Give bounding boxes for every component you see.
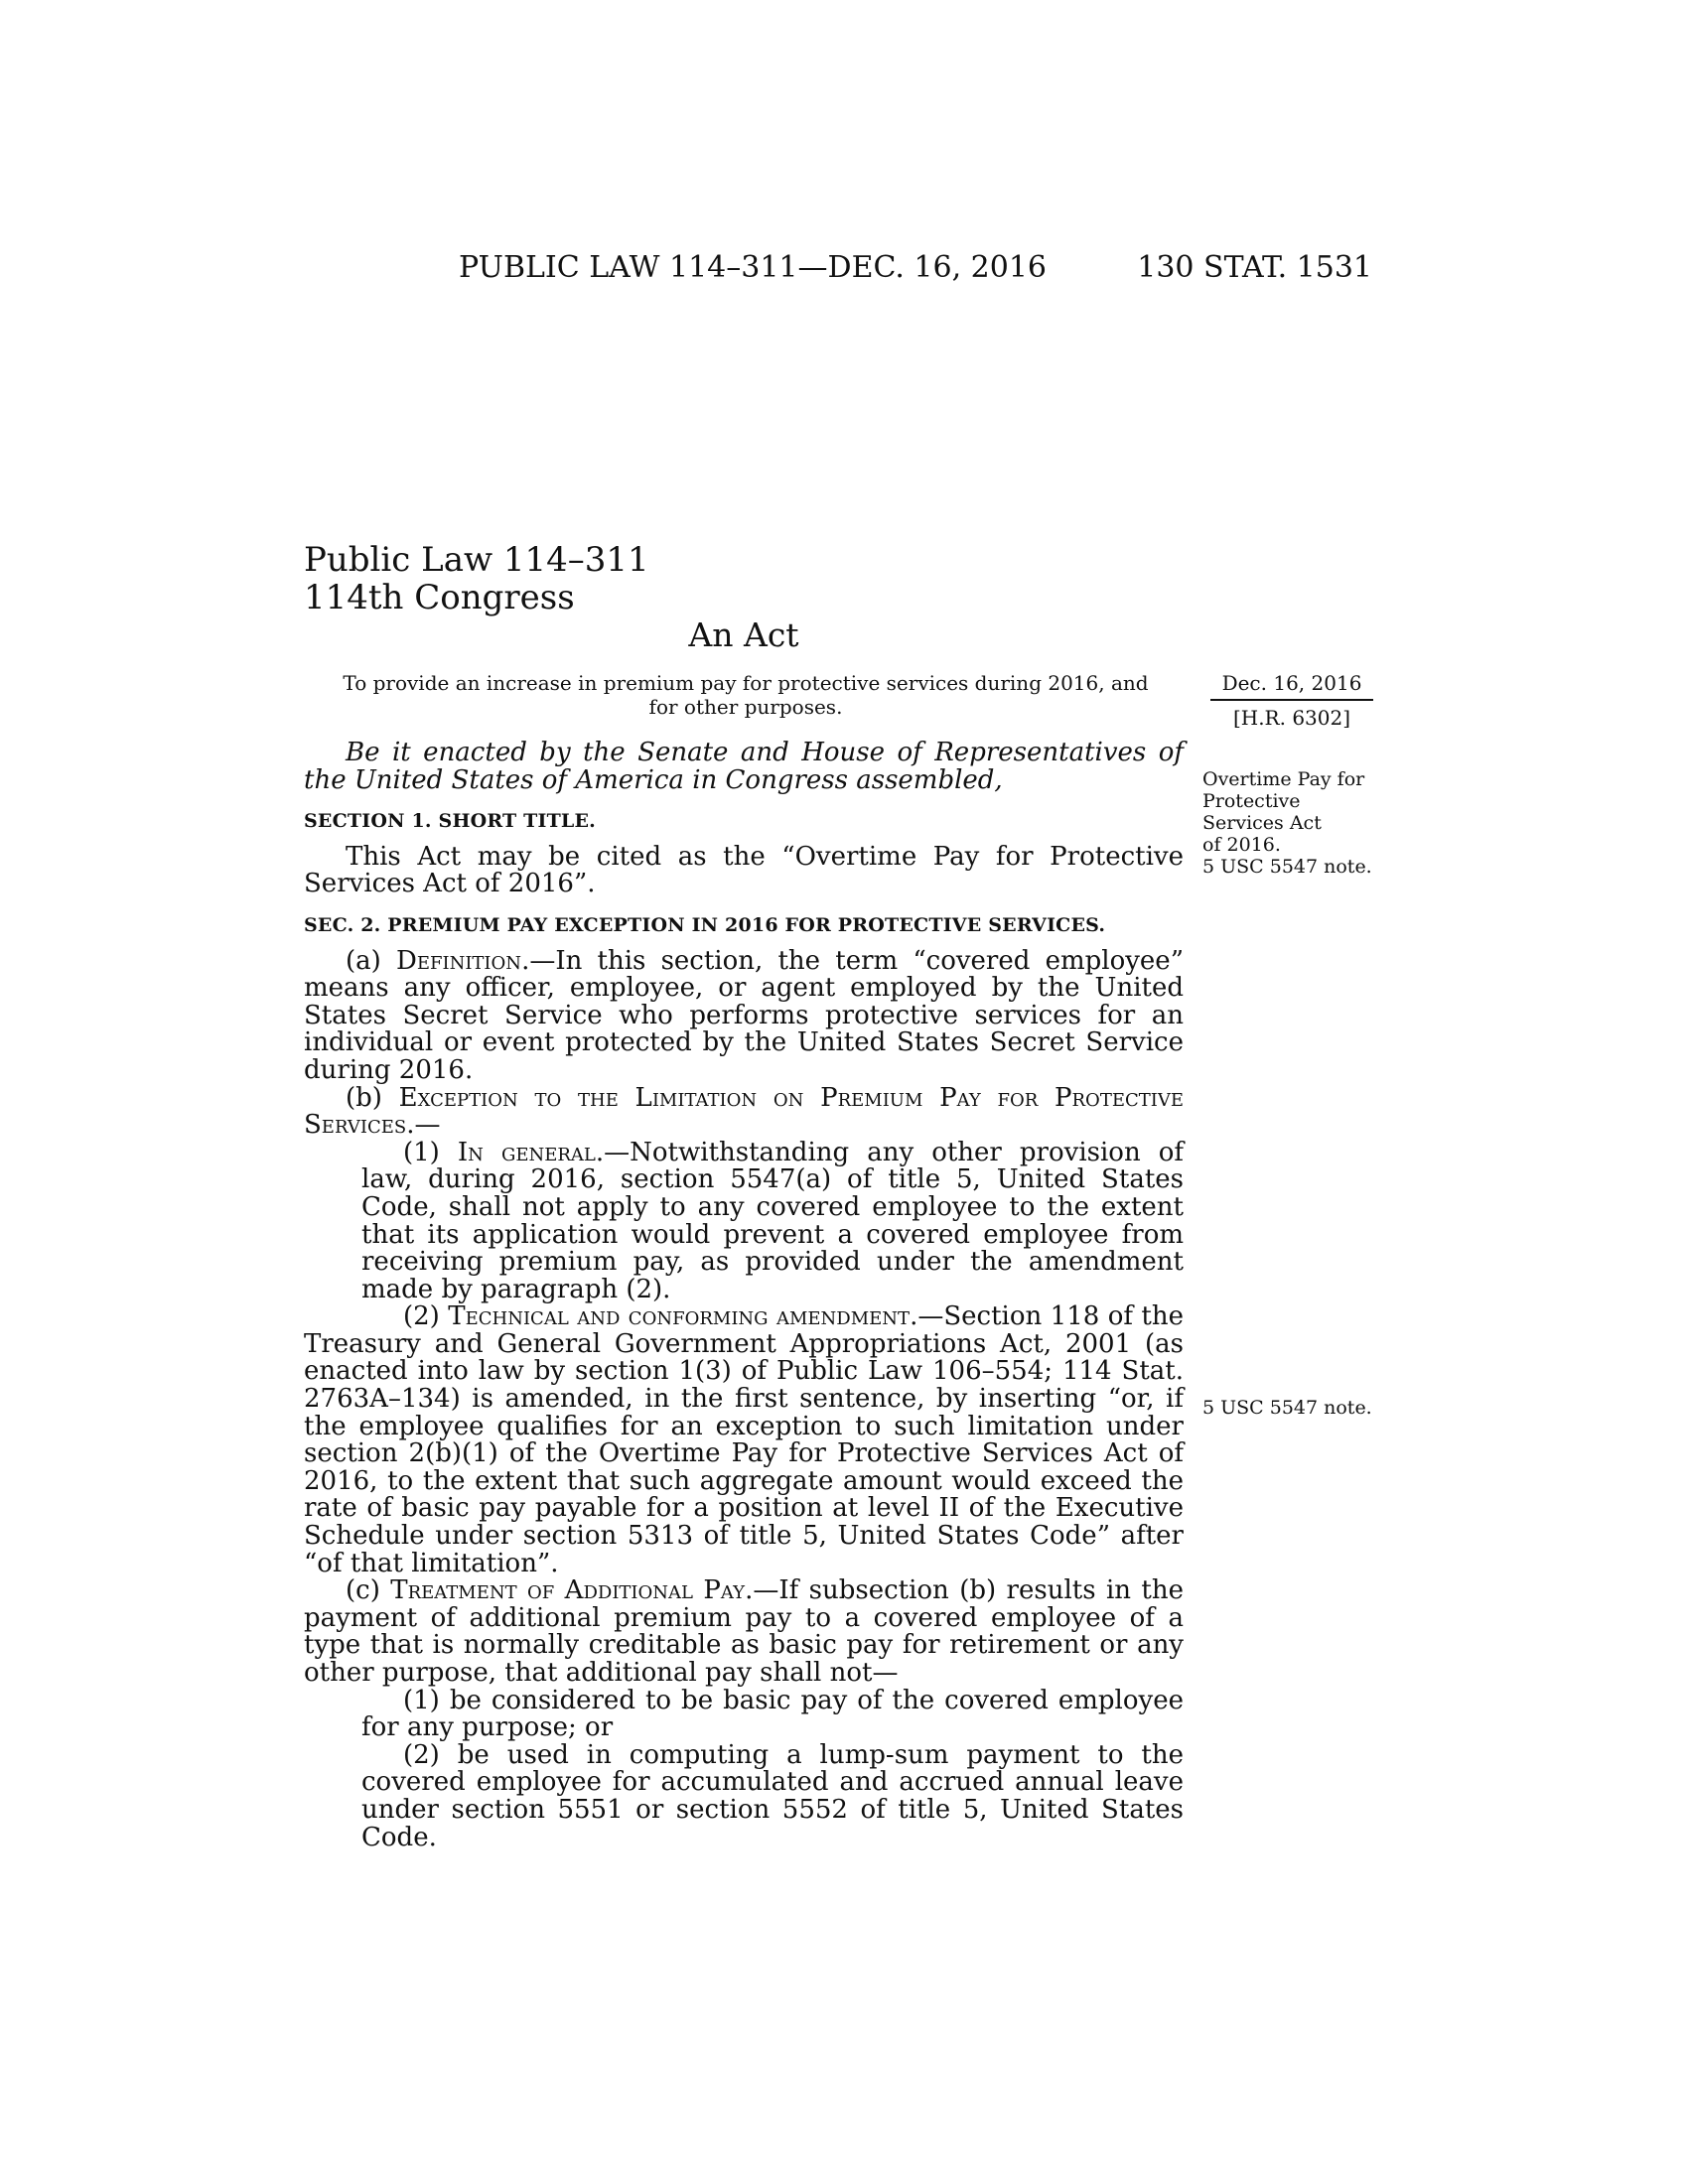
margin-note-usc-2: 5 USC 5547 note.	[1202, 1397, 1372, 1419]
subsection-a: (a) Definition.—In this section, the term “covered employee” means any officer, employee, or agent employed by the United States Secret Service who performs protective services for an individual or event protected by the United States Secret Service during 2016.	[304, 945, 1184, 1085]
subsection-c: (c) Treatment of Additional Pay.—If subsection (b) results in the payment of additional premium pay to a covered employee of a type that is normally creditable as basic pay for retirement or any other purpose, that additional pay shall not—	[304, 1575, 1184, 1688]
margin-date-block	[1210, 671, 1373, 730]
subsection-a-heading: Definition	[395, 945, 522, 976]
law-number: Public Law 114–311	[304, 540, 649, 580]
enactment-date: Dec. 16, 2016	[1210, 671, 1373, 701]
an-act-heading: An Act	[688, 615, 799, 654]
enacting-clause: Be it enacted by the Senate and House of Representatives of the United States of America in Congress assembled,	[304, 738, 1184, 795]
paragraph-c2: (2) be used in computing a lump-sum payment to the covered employee for accumulated and accrued annual leave under section 5551 or section 5552 of title 5, United States Code.	[361, 1739, 1184, 1852]
margin-note-short-title	[1202, 768, 1372, 878]
paragraph-b1: (1) In general.—Notwithstanding any other provision of law, during 2016, section 5547(a) of title 5, United States Code, shall not apply to any covered employee to the extent that its application would prevent a covered employee from receiving premium pay, as provided under the amendment made by paragraph (2).	[361, 1137, 1185, 1304]
margin-note-line: Protective	[1202, 790, 1301, 812]
subsection-b-heading: Exception to the Limitation on Premium Pay for Protective Services	[304, 1082, 1184, 1141]
section-1-heading: SECTION 1. SHORT TITLE.	[304, 810, 596, 833]
paragraph-b1-heading: In general	[457, 1137, 596, 1167]
paragraph-c1: (1) be considered to be basic pay of the covered employee for any purpose; or	[361, 1685, 1184, 1743]
subsection-b: (b) Exception to the Limitation on Premium Pay for Protective Services.—	[304, 1082, 1184, 1141]
margin-note-line: Overtime Pay for	[1202, 768, 1365, 790]
margin-note-line: of 2016.	[1202, 834, 1281, 856]
running-head-title: PUBLIC LAW 114–311—DEC. 16, 2016	[459, 250, 1048, 285]
paragraph-b2: (2) Technical and conforming amendment.—Section 118 of the Treasury and General Government Appropriations Act, 2001 (as enacted into law by section 1(3) of Public Law 106–554; 114 Stat. 2763A–134) is amended, in the first sentence, by inserting “or, if the employee qualifies for an exception to such limitation under section 2(b)(1) of the Overtime Pay for Protective Services Act of 2016, to the extent that such aggregate amount would exceed the rate of basic pay payable for a position at level II of the Executive Schedule under section 5313 of title 5, United States Code” after “of that limitation”.	[304, 1301, 1184, 1578]
act-purpose: To provide an increase in premium pay for protective services during 2016, and for other purposes.	[343, 671, 1149, 719]
statute-page: 130 STAT. 1531	[1137, 250, 1372, 285]
margin-note-line: Services Act	[1202, 812, 1322, 834]
margin-note-usc: 5 USC 5547 note.	[1202, 856, 1372, 878]
section-2-heading: SEC. 2. PREMIUM PAY EXCEPTION IN 2016 FOR PROTECTIVE SERVICES.	[304, 913, 1106, 936]
paragraph-b2-heading: Technical and conforming amendment	[448, 1301, 911, 1332]
act-body	[304, 740, 1184, 1851]
running-head	[459, 250, 1372, 285]
subsection-c-heading: Treatment of Additional Pay	[390, 1575, 746, 1606]
bill-number: [H.R. 6302]	[1232, 706, 1351, 730]
section-1-text: This Act may be cited as the “Overtime Pay for Protective Services Act of 2016”.	[304, 841, 1184, 899]
congress: 114th Congress	[304, 578, 575, 617]
law-number-block	[304, 541, 649, 616]
